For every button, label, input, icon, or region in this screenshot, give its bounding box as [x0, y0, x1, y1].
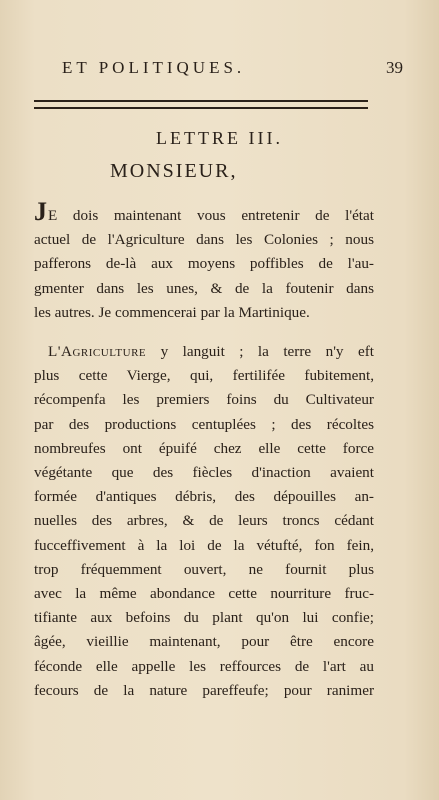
paragraph-2-line: formée d'antiques débris, des dépouilles an-	[34, 488, 374, 506]
paragraph-1	[34, 197, 374, 325]
paragraph-1-line: pafferons de-là aux moyens poffibles de l'au-	[34, 255, 374, 273]
running-head	[58, 58, 409, 82]
paragraph-1-line: les autres. Je commencerai par la Martinique.	[34, 303, 310, 321]
paragraph-2-line: féconde elle appelle les reffources de l'art au	[34, 657, 374, 675]
paragraph-2-line: avec la même abondance cette nourriture fruc-	[34, 585, 374, 603]
paragraph-2-line-1: L'Agriculture y languit ; la terre n'y eft	[48, 343, 374, 360]
paragraph-1-line: actuel de l'Agriculture dans les Colonies ; nous	[34, 231, 374, 249]
paragraph-1-line-1: JE dois maintenant vous entretenir de l'état	[34, 197, 374, 226]
salutation: MONSIEUR,	[110, 160, 238, 182]
paragraph-2-line: par des productions centuplées ; des récoltes	[34, 415, 374, 433]
paragraph-2-line: âgée, vieillie maintenant, pour être encore	[34, 633, 374, 651]
paragraph-2-line: nombreufes ont épuifé chez elle cette force	[34, 439, 374, 457]
paragraph-2-line: fecours de la nature pareffeufe; pour ranimer	[34, 681, 374, 699]
paragraph-2-line: nuelles des arbres, & de leurs troncs cédant	[34, 512, 374, 530]
paragraph-2-line: fucceffivement à la loi de la vétufté, fon fein,	[34, 536, 374, 554]
paragraph-2-line: trop fréquemment ouvert, ne fournit plus	[34, 560, 374, 578]
paragraph-2-line: plus cette Vierge, qui, fertilifée fubitement,	[34, 367, 374, 385]
paragraph-1-line: gmenter dans les unes, & de la foutenir dans	[34, 279, 374, 297]
paragraph-2-line: récompenfa les premiers foins du Cultivateur	[34, 391, 374, 409]
letter-heading: LETTRE III.	[156, 128, 283, 148]
running-head-title: ET POLITIQUES.	[62, 58, 246, 77]
page-number: 39	[386, 58, 403, 77]
paragraph-2-line: végétante que des fiècles d'inaction avaient	[34, 464, 374, 482]
drop-cap: J	[34, 197, 48, 226]
paragraph-2	[34, 340, 374, 703]
double-rule-divider	[34, 100, 368, 109]
paragraph-2-line: tifiante aux befoins du plant qu'on lui confie;	[34, 609, 374, 627]
lead-word: L'Agriculture	[48, 343, 147, 360]
